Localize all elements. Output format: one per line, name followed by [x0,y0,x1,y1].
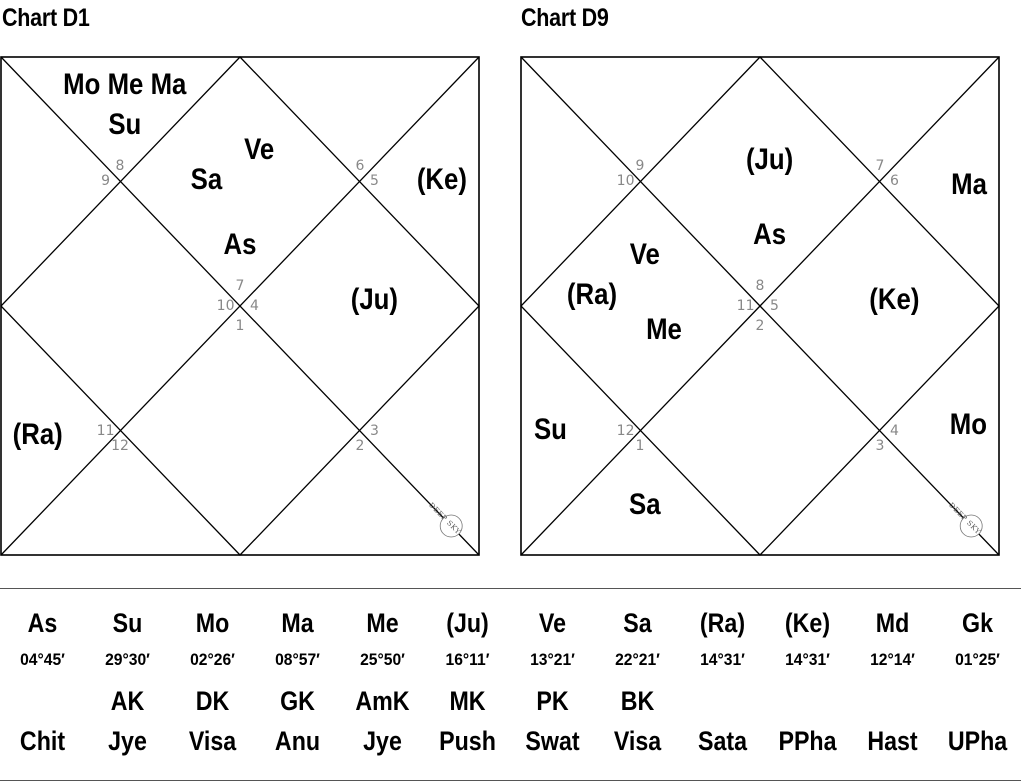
chart-d9-title: Chart D9 [521,4,609,32]
nakshatra-cell: Visa [613,726,662,756]
degree-cell: 14°31′ [785,650,830,669]
planet-label: (Ra) [12,417,63,451]
planet-cell: Me [366,608,399,638]
karaka-cell: AK [110,686,145,716]
planet-label: Sa [629,487,661,521]
karaka-cell: MK [449,686,486,716]
nakshatra-cell: Chit [19,726,66,756]
house-number: 2 [355,438,365,454]
planet-label: Sa [190,162,223,196]
planet-row [0,608,1021,648]
deep-sky-watermark [427,501,462,537]
nakshatra-row [0,726,1021,766]
planet-label: Me [646,312,682,346]
planet-cell: Sa [623,608,652,638]
house-number: 3 [875,438,885,454]
nakshatra-cell: Push [439,726,496,756]
planet-cell: Md [875,608,910,638]
house-number: 11 [96,423,115,439]
nakshatra-cell: Jye [363,726,402,756]
table-top-divider [0,588,1021,589]
nakshatra-cell: Jye [108,726,147,756]
degree-row [0,650,1021,690]
nakshatra-cell: Swat [525,726,580,756]
nakshatra-cell: Anu [274,726,321,756]
planet-cell: As [27,608,58,638]
house-number: 8 [755,278,765,294]
planet-label: Ma [951,167,987,201]
chart-d1-title: Chart D1 [2,4,90,32]
degree-cell: 22°21′ [615,650,660,669]
planet-label: (Ju) [745,142,794,176]
house-number: 8 [115,158,125,174]
planet-cell: Gk [962,608,993,638]
planet-cell: (Ke) [784,608,831,638]
chart-d9 [520,56,1000,556]
house-number: 4 [889,423,899,439]
planet-label: (Ke) [416,162,467,196]
degree-cell: 13°21′ [530,650,575,669]
nakshatra-cell: Visa [188,726,237,756]
house-number: 12 [111,438,129,454]
house-number: 12 [616,423,635,439]
house-number: 1 [635,438,645,454]
house-number: 10 [216,298,235,314]
planet-label: Mo [949,407,987,441]
planet-cell: (Ju) [446,608,489,638]
house-number: 7 [235,278,245,294]
karaka-cell: AmK [355,686,410,716]
planet-label: Mo Me Ma [63,67,187,101]
degree-cell: 16°11′ [445,650,490,669]
planet-cell: Ve [538,608,567,638]
planet-cell: Ma [281,608,314,638]
karaka-cell: DK [195,686,230,716]
karaka-cell: PK [536,686,569,716]
karaka-row [0,686,1021,726]
house-number: 2 [755,318,765,334]
degree-cell: 25°50′ [360,650,405,669]
chart-d1 [0,56,480,556]
house-number: 9 [635,158,645,174]
karaka-cell: GK [280,686,315,716]
planet-cell: Mo [195,608,230,638]
degree-cell: 08°57′ [275,650,320,669]
house-number: 11 [736,298,755,314]
planet-label: (Ke) [869,282,920,316]
degree-cell: 04°45′ [20,650,65,669]
deep-sky-watermark [947,501,982,537]
planet-label: (Ra) [566,277,618,311]
planet-label: Su [108,107,142,141]
house-number: 4 [249,298,259,314]
chart-frame [1,57,479,555]
planet-cell: (Ra) [699,608,746,638]
nakshatra-cell: Hast [867,726,918,756]
degree-cell: 01°25′ [955,650,1000,669]
house-number: 5 [769,298,779,314]
planet-label: Su [533,412,567,446]
planet-label: As [753,217,787,251]
house-number: 7 [875,158,885,174]
house-number: 1 [235,318,245,334]
svg-text:DEEP SKY: DEEP SKY [947,501,983,536]
house-number: 5 [369,173,379,189]
house-number: 6 [355,158,365,174]
karaka-cell: BK [620,686,655,716]
table-bottom-divider [0,780,1021,781]
planet-label: Ve [629,237,660,271]
degree-cell: 29°30′ [105,650,150,669]
nakshatra-cell: Sata [697,726,748,756]
nakshatra-cell: UPha [947,726,1008,756]
planet-label: Ve [244,132,275,166]
planet-label: As [223,227,257,261]
house-number: 6 [889,173,899,189]
house-number: 10 [616,173,635,189]
svg-text:DEEP SKY: DEEP SKY [427,501,463,536]
degree-cell: 14°31′ [700,650,745,669]
degree-cell: 12°14′ [870,650,915,669]
planet-label: (Ju) [350,282,399,316]
house-number: 3 [369,423,379,439]
degree-cell: 02°26′ [190,650,235,669]
planet-cell: Su [112,608,143,638]
nakshatra-cell: PPha [778,726,837,756]
house-number: 9 [101,173,111,189]
